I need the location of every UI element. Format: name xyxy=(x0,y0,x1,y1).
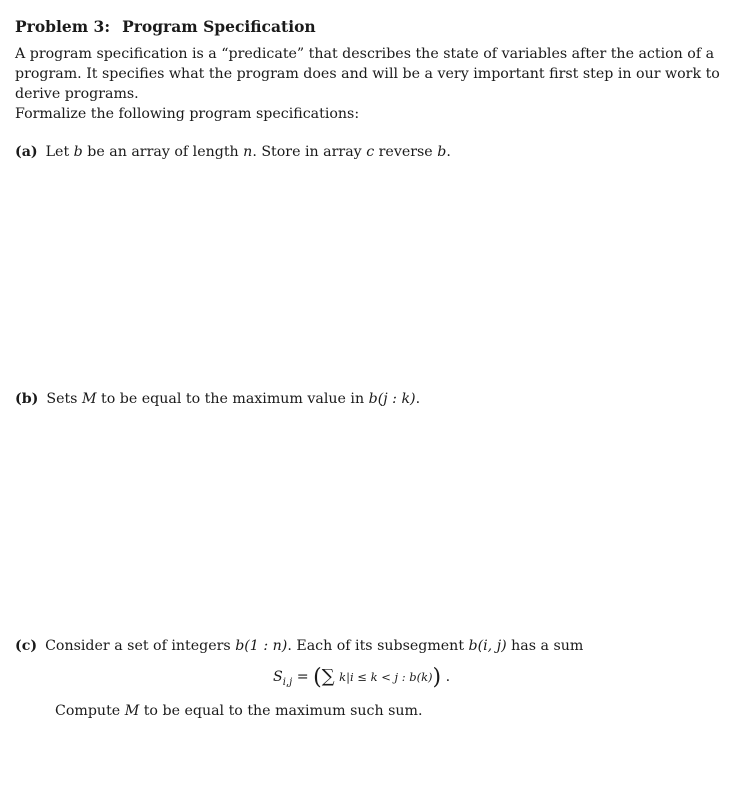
part-c-text: Consider a set of integers xyxy=(45,638,236,654)
part-c-label: (c) xyxy=(15,638,38,654)
formula-equals: = xyxy=(296,669,309,685)
problem-number: Problem 3: xyxy=(15,17,111,36)
sum-formula xyxy=(273,664,450,696)
math-expression: b(1 : n) xyxy=(235,638,288,654)
part-c xyxy=(15,636,583,656)
part-b-text: to be equal to the maximum value in xyxy=(96,391,369,407)
part-b-label: (b) xyxy=(15,391,39,407)
conclusion-text: to be equal to the maximum such sum. xyxy=(139,703,423,719)
part-a-text: reverse xyxy=(374,144,438,160)
math-var: M xyxy=(81,391,97,407)
part-c-conclusion xyxy=(55,701,422,721)
intro-instruction: Formalize the following program specifications: xyxy=(15,106,360,122)
math-expression: b(j : k) xyxy=(368,391,416,407)
part-a-label: (a) xyxy=(15,144,38,160)
conclusion-text: Compute xyxy=(55,703,125,719)
part-a xyxy=(15,142,451,162)
sum-symbol: ∑ xyxy=(321,666,335,687)
formula-lhs: S xyxy=(273,669,283,685)
intro-text xyxy=(15,44,720,124)
problem-heading xyxy=(15,17,316,36)
part-c-text: . Each of its subsegment xyxy=(287,638,469,654)
formula-close-paren: ) xyxy=(432,665,442,690)
math-expression: b(i, j) xyxy=(468,638,507,654)
formula-open-paren: ( xyxy=(313,665,322,690)
math-var: c xyxy=(366,144,375,160)
part-a-text: be an array of length xyxy=(82,144,244,160)
part-a-text: . xyxy=(446,144,451,160)
part-a-text: Let xyxy=(45,144,74,160)
formula-body: k|i ≤ k < j : b(k) xyxy=(339,670,433,684)
math-var: n xyxy=(243,144,253,160)
problem-title: Program Specification xyxy=(122,17,316,36)
part-a-text: . Store in array xyxy=(252,144,367,160)
intro-paragraph: A program specification is a “predicate” that describes the state of variables after the action of a program. It specifies what the program does and will be a very important first step in our work to derive programs. xyxy=(15,46,720,102)
formula-period: . xyxy=(445,669,451,685)
math-var: b xyxy=(73,144,83,160)
math-var: b xyxy=(437,144,447,160)
part-c-text: has a sum xyxy=(506,638,584,654)
part-b-text: . xyxy=(415,391,421,407)
part-b-text: Sets xyxy=(46,391,82,407)
part-b xyxy=(15,389,420,409)
math-var: M xyxy=(124,703,140,719)
formula-lhs-subscript: i,j xyxy=(282,676,293,688)
